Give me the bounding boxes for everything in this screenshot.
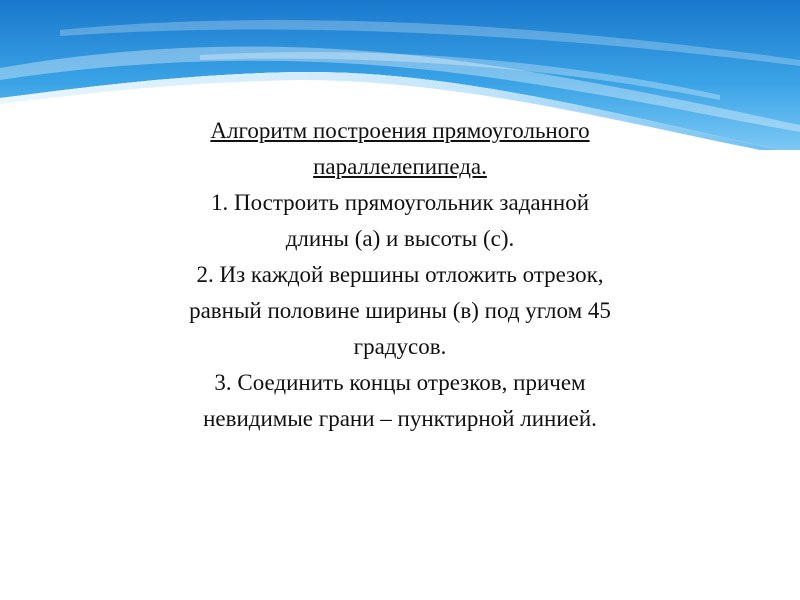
step-1-line-1: 1. Построить прямоугольник заданной — [210, 190, 590, 215]
step-2-line-3: градусов. — [353, 334, 447, 359]
slide-body — [60, 113, 740, 437]
heading-line-2: параллелепипеда. — [313, 154, 487, 179]
heading-line-1: Алгоритм построения прямоугольного — [210, 118, 590, 143]
step-3-line-2: невидимые грани – пунктирной линией. — [203, 406, 597, 431]
step-2-line-2: равный половине ширины (в) под углом 45 — [189, 298, 611, 323]
step-3-line-1: 3. Соединить концы отрезков, причем — [214, 370, 586, 395]
step-1-line-2: длины (а) и высоты (с). — [285, 226, 515, 251]
step-2-line-1: 2. Из каждой вершины отложить отрезок, — [196, 262, 604, 287]
